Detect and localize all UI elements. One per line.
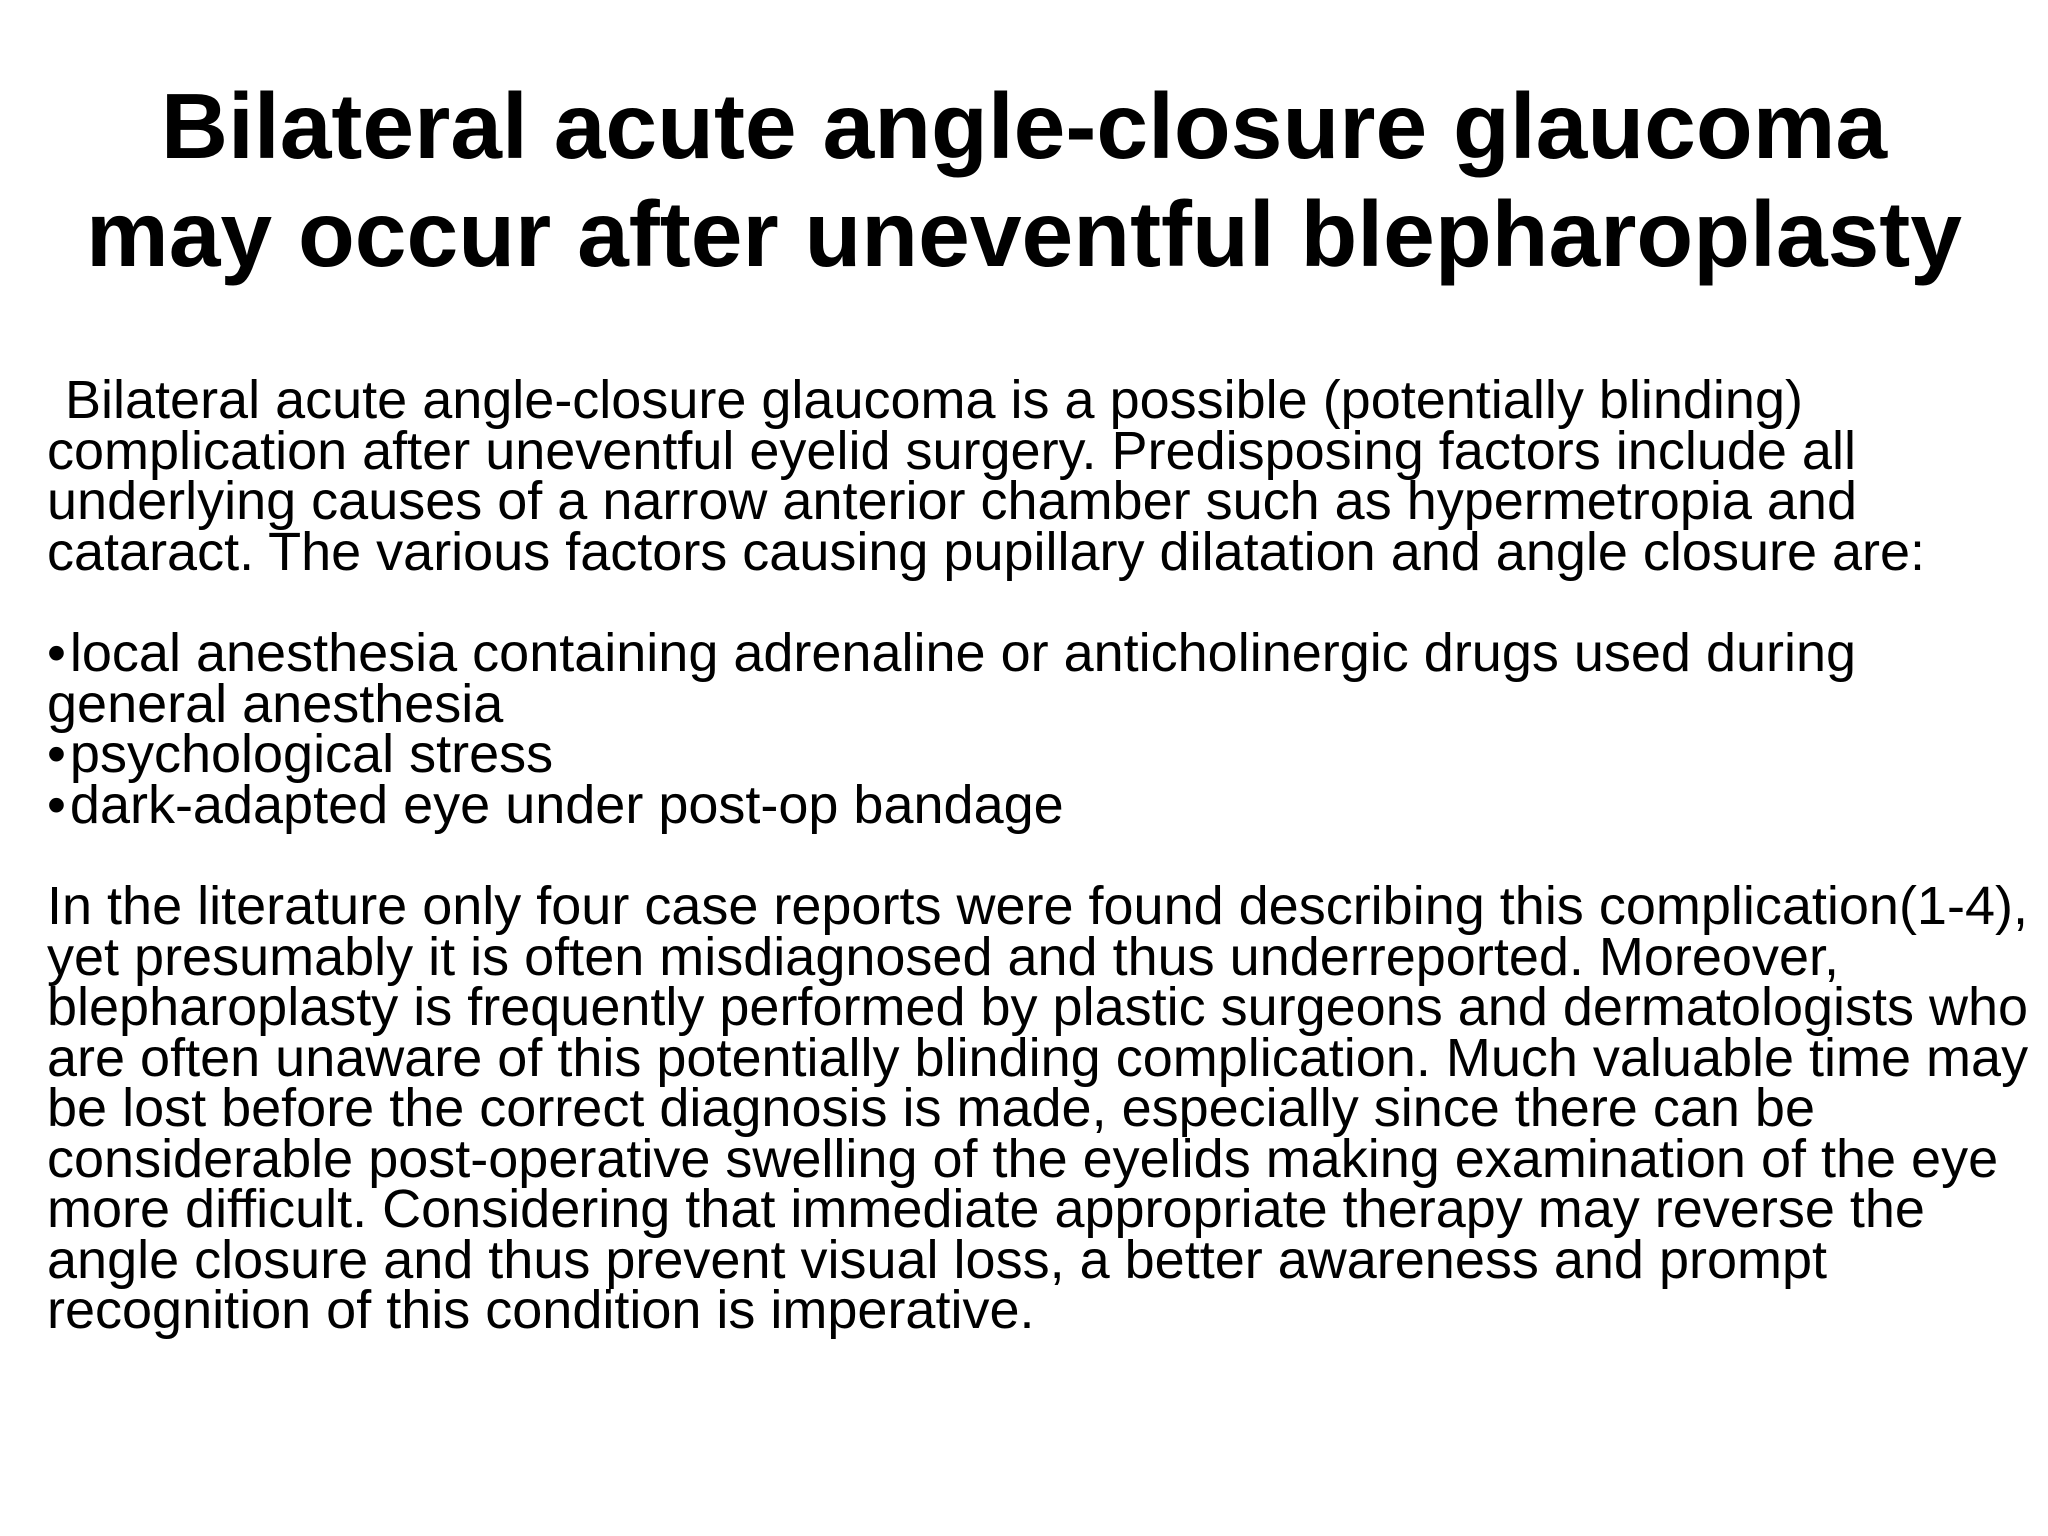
bullet-icon: • [47,623,66,683]
bullet-icon: • [47,724,66,784]
slide-title-line-1: Bilateral acute angle-closure glaucoma [160,74,1888,178]
closing-paragraph: In the literature only four case reports were found describing this complication(1-4), yet presumably it is often misdiagnosed and thus underreported. Moreover, blepharoplasty is frequently performed by plastic surgeons and dermatologists who are often unaware of this potentially blinding complication. Much valuable time may be lost before the correct diagnosis is made, especially since there can be considerable post-operative swelling of the eyelids making examination of the eye more difficult. Considering that immediate appropriate therapy may reverse the angle closure and thus prevent visual loss, a better awareness and prompt recognition of this condition is imperative. [47,876,2029,1340]
factor-list [47,623,2037,835]
list-item-text: dark-adapted eye under post-op bandage [69,774,1064,835]
slide-body [47,370,2037,1340]
bullet-icon: • [47,774,66,835]
intro-paragraph: Bilateral acute angle-closure glaucoma is a possible (potentially blinding) complication after uneventful eyelid surgery. Predisposing factors include all underlying causes of a narrow anterior chamber such as hypermetropia and cataract. The various factors causing pupillary dilatation and angle closure are: [47,370,1926,582]
slide-title [0,72,2048,288]
list-item [47,623,2037,734]
list-item [47,774,2037,835]
list-item [47,724,2037,784]
list-item-text: psychological stress [69,724,554,784]
slide-title-line-2: may occur after uneventful blepharoplasty [86,182,1962,286]
list-item-text: local anesthesia containing adrenaline or anticholinergic drugs used during general anesthesia [47,623,1857,734]
